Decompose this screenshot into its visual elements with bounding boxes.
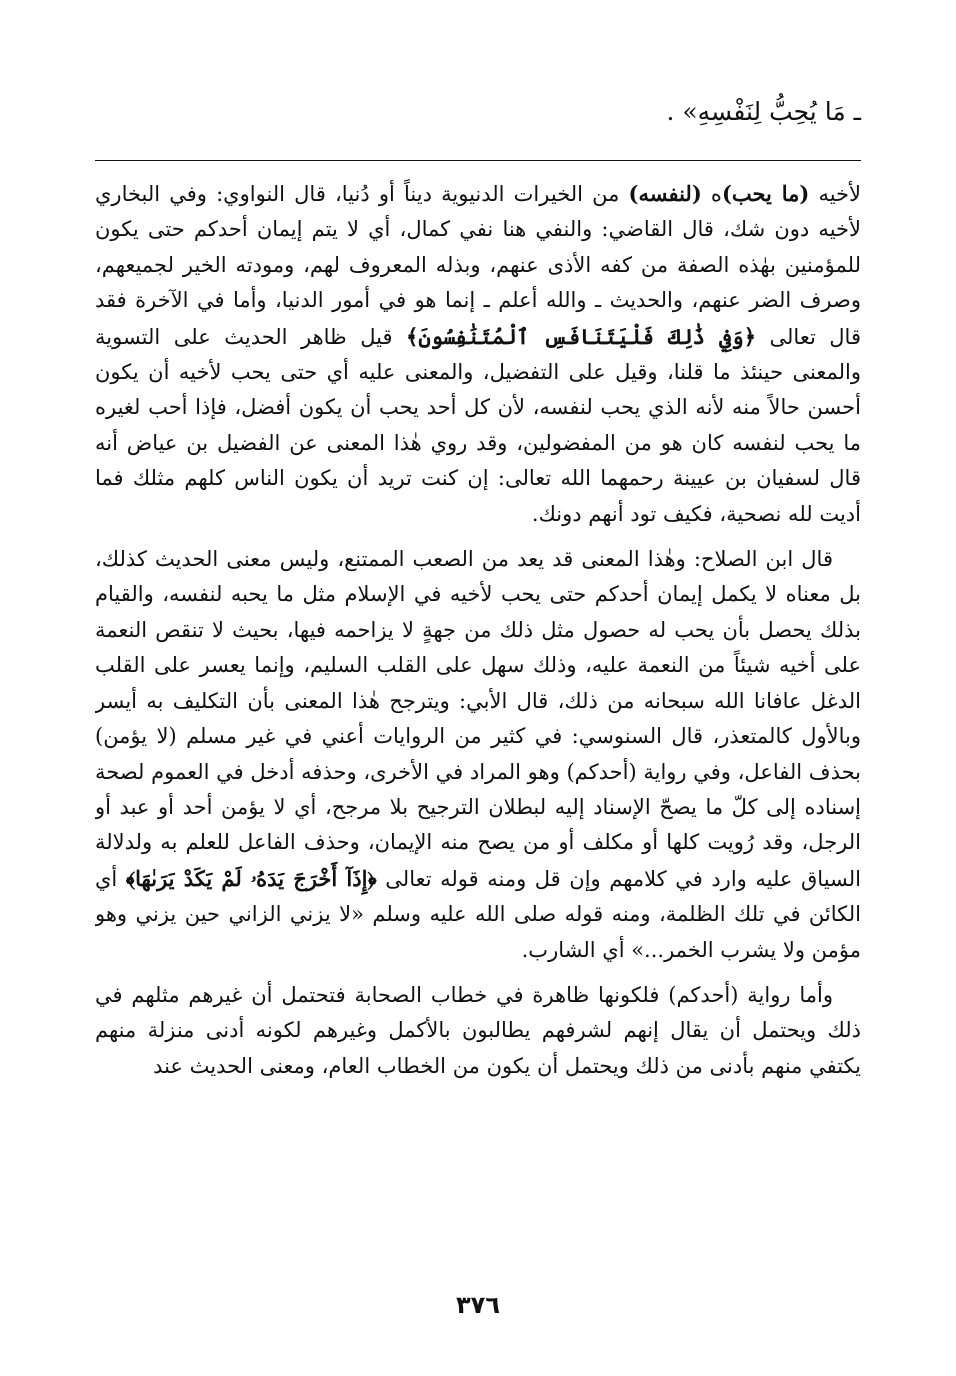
footnote-divider [95, 160, 861, 161]
commentary-body [95, 176, 861, 1276]
paragraph-1 [95, 176, 861, 532]
quran-verse-2: ﴿إِذَآ أَخْرَجَ يَدَهُۥ لَمْ يَكَدْ يَرَىٰهَا﴾ [125, 865, 377, 891]
text-run: أي الكائن في تلك الظلمة، ومنه قوله صلى الله عليه وسلم «لا يزني الزاني حين يزني وهو مؤمن ولا يشرب الخمر...» أي الشارب. [95, 866, 861, 962]
text-run: من الخيرات الدنيوية ديناً أو دُنيا، قال النواوي: وفي البخاري لأخيه دون شك، قال القاضي: والنفي هنا نفي كمال، أي لا يتم إيمان أحدكم حتى يكون للمؤمنين بهٰذه الصفة من كفه الأذى عنهم، وبذله المعروف لهم، ومودته الخير لجميعهم، وصرف الضر عنهم، والحديث ـ والله أعلم ـ إنما هو في أمور الدنيا، وأما في الآخرة فقد قال تعالى [95, 182, 861, 349]
text-run: وأما رواية (أحدكم) فلكونها ظاهرة في خطاب الصحابة فتحتمل أن غيرهم مثلهم في ذلك ويحتمل أن يقال إنهم لشرفهم يطالبون بالأكمل وغيرهم لكونه أدنى منزلة منهم يكتفي منهم بأدنى من ذلك ويحتمل أن يكون من الخطاب العام، ومعنى الحديث عند [95, 982, 861, 1078]
text-run: ه [701, 182, 722, 206]
paragraph-2 [95, 542, 861, 968]
bold-term-ma-yuhibb: (ما يحب) [721, 181, 810, 206]
text-run: قال ابن الصلاح: وهٰذا المعنى قد يعد من الصعب الممتنع، وليس معنى الحديث كذلك، بل معناه لا يكمل إيمان أحدكم حتى يحب لأخيه في الإسلام مثل ما يحبه لنفسه، والقيام بذلك يحصل بأن يحب له حصول مثل ذلك من جهةٍ لا يزاحمه فيها، بحيث لا تنقص النعمة على أخيه شيئاً من النعمة عليه، وذلك سهل على القلب السليم، وإنما يعسر على القلب الدغل عافانا الله سبحانه من ذلك، قال الأبي: ويترجح هٰذا المعنى بأن التكليف به أيسر وبالأول كالمتعذر، قال السنوسي: في كثير من الروايات أعني في غير مسلم (لا يؤمن) بحذف الفاعل، وفي رواية (أحدكم) وهو المراد في الأخرى، وحذفه أدخل في العموم لصحة إسناده إلى كلّ ما يصحّ الإسناد إليه لبطلان الترجيح بلا مرجح، أي لا يؤمن أحد أو عبد أو الرجل، وقد رُويت كلها أو مكلف أو من يصح منه الإيمان، وحذف الفاعل للعلم به ولدلالة السياق عليه وارد في كلامهم وإن قل ومنه قوله تعالى [95, 547, 861, 891]
paragraph-3 [95, 978, 861, 1084]
text-run: قيل ظاهر الحديث على التسوية والمعنى حينئذ ما قلنا، وقيل على التفضيل، والمعنى عليه أي حتى يحب لأخيه أن يكون أحسن حالاً منه لأنه الذي يحب لنفسه، لأن كل أحد يحب أن يكون أفضل، فإذا أحب لغيره ما يحب لنفسه كان هو من المفضولين، وقد روي هٰذا المعنى عن الفضيل بن عياض أنه قال لسفيان بن عيينة رحمهما الله تعالى: إن كنت تريد أن يكون الناس كلهم مثلك فما أديت لله نصحية، فكيف تود أنهم دونك. [95, 324, 861, 526]
continuation-line: ـ مَا يُحِبُّ لِنَفْسِهِ» . [666, 97, 861, 126]
quran-verse-1: ﴿وَفِي ذَٰلِكَ فَلْيَتَنَافَسِ ٱلْمُتَنَٰفِسُونَ﴾ [406, 323, 757, 349]
page-number: ٣٧٦ [456, 1291, 500, 1319]
bold-term-linafsih: (لنفسه) [628, 181, 702, 206]
text-run: لأخيه [809, 182, 861, 206]
